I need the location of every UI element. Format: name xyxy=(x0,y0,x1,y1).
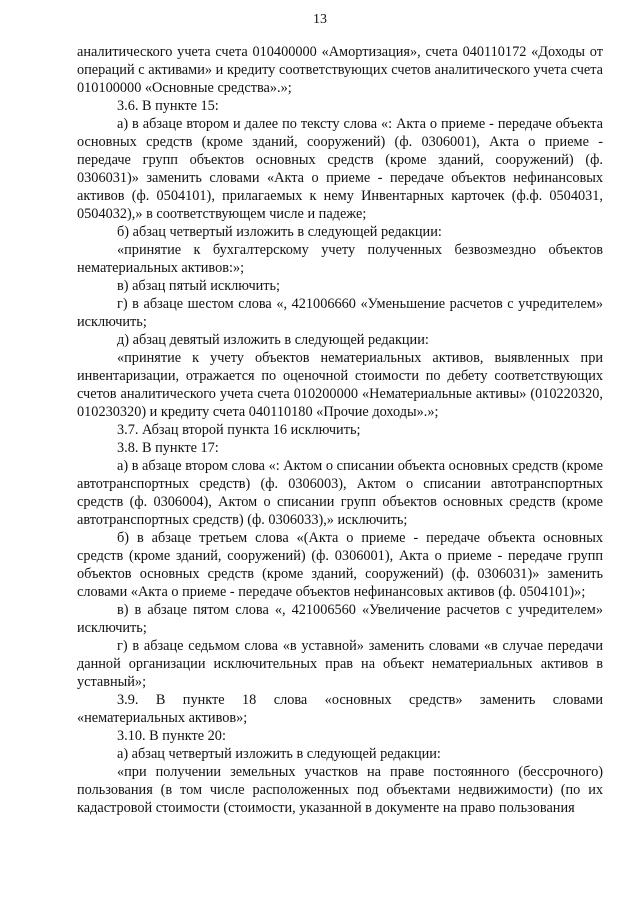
section-heading: 3.8. В пункте 17: xyxy=(117,440,219,456)
section-heading: 3.9. В пункте 18 слова «основных средств» заменить словами «нематериальных активов»; xyxy=(77,692,603,726)
paragraph: а) в абзаце втором и далее по тексту слова «: Акта о приеме - передаче объекта основных средств (кроме зданий, сооружений) (ф. 0306001), Акта о приеме - передаче групп объектов основных средств (кроме зданий, сооружений) (ф. 0306031)» заменить словами «Акта о приеме - передаче объектов нефинансовых активов (ф. 0504101), прилагаемых к нему Инвентарных карточек (ф.ф. 0504031, 0504032),» в соответствующем числе и падеже; xyxy=(77,116,603,222)
page-number: 13 xyxy=(313,12,327,27)
section-heading: 3.10. В пункте 20: xyxy=(117,728,226,744)
paragraph: «при получении земельных участков на праве постоянного (бессрочного) пользования (в том числе расположенных под объектами недвижимости) (по их кадастровой стоимости (стоимости, указанной в документе на право пользования xyxy=(77,764,603,816)
paragraph: б) абзац четвертый изложить в следующей редакции: xyxy=(117,224,442,240)
paragraph: в) в абзаце пятом слова «, 421006560 «Увеличение расчетов с учредителем» исключить; xyxy=(77,602,603,636)
paragraph: а) в абзаце втором слова «: Актом о списании объекта основных средств (кроме автотранспортных средств) (ф. 0306003), Актом о списании автотранспортных средств (ф. 0306004), Актом о списании групп объектов основных средств (кроме автотранспортных средств) (ф. 0306033),» исключить; xyxy=(77,458,603,528)
paragraph: «принятие к бухгалтерскому учету полученных безвозмездно объектов нематериальных активов:»; xyxy=(77,242,603,276)
paragraph: б) в абзаце третьем слова «(Акта о приеме - передаче объекта основных средств (кроме зданий, сооружений) (ф. 0306001), Акта о приеме - передаче групп объектов основных средств (кроме зданий, сооружений) (ф. 0306031)» заменить словами «Акта о приеме - передаче объектов нефинансовых активов (ф. 0504101)»; xyxy=(77,530,603,600)
paragraph: аналитического учета счета 010400000 «Амортизация», счета 040110172 «Доходы от операций с активами» и кредиту соответствующих счетов аналитического учета счета 010100000 «Основные средства».»; xyxy=(77,44,603,96)
paragraph: д) абзац девятый изложить в следующей редакции: xyxy=(117,332,429,348)
section-heading: 3.7. Абзац второй пункта 16 исключить; xyxy=(117,422,361,438)
paragraph: в) абзац пятый исключить; xyxy=(117,278,281,294)
paragraph: г) в абзаце седьмом слова «в уставной» заменить словами «в случае передачи данной организации исключительных прав на объект нематериальных активов в уставный»; xyxy=(77,638,603,690)
document-body xyxy=(77,43,603,817)
paragraph: а) абзац четвертый изложить в следующей редакции: xyxy=(117,746,441,762)
section-heading: 3.6. В пункте 15: xyxy=(117,98,219,114)
paragraph: г) в абзаце шестом слова «, 421006660 «Уменьшение расчетов с учредителем» исключить; xyxy=(77,296,603,330)
paragraph: «принятие к учету объектов нематериальных активов, выявленных при инвентаризации, отражается по оценочной стоимости по дебету соответствующих счетов аналитического учета счета 010200000 «Нематериальные активы» (010220320, 010230320) и кредиту счета 040110180 «Прочие доходы».»; xyxy=(77,350,603,420)
